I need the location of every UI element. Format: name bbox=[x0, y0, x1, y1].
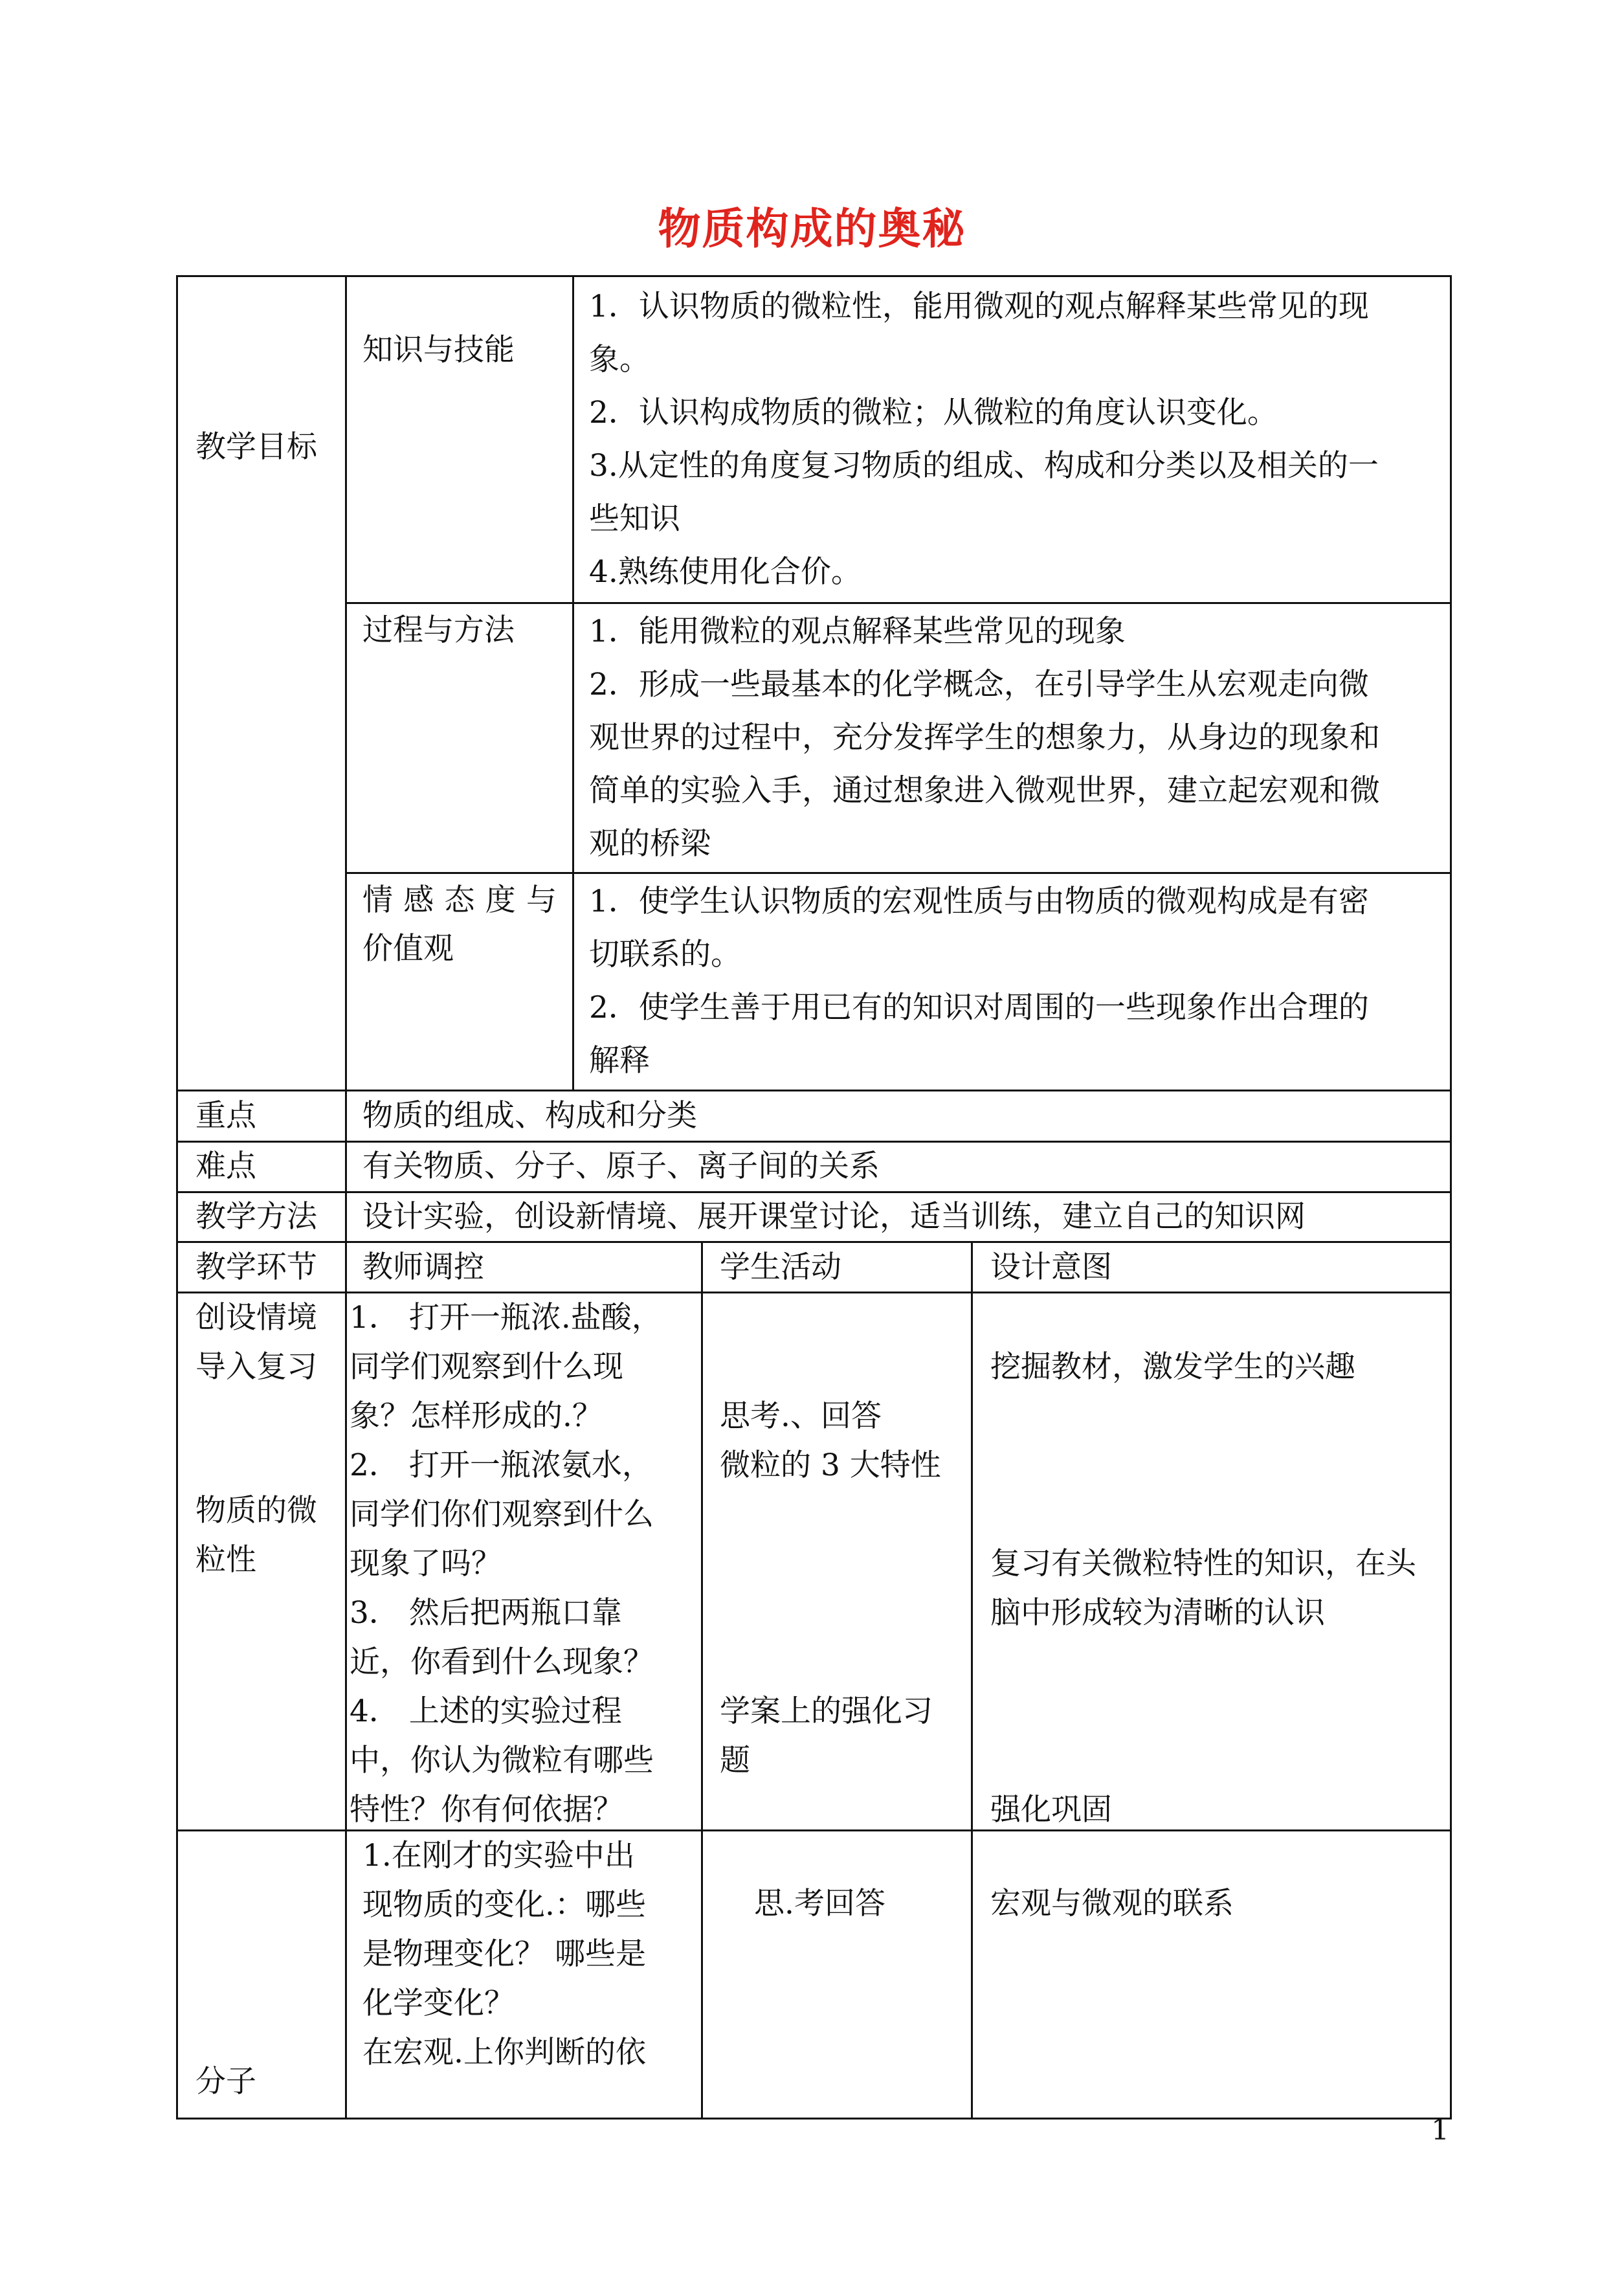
process-label: 过程与方法 bbox=[362, 612, 515, 648]
section2-intent: 宏观与微观的联系 bbox=[990, 1886, 1234, 1921]
knowledge-label: 知识与技能 bbox=[362, 332, 515, 368]
objectives-row-label: 教学目标 bbox=[195, 429, 317, 465]
emotion-line: 1．使学生认识物质的宏观性质与由物质的微观构成是有密 bbox=[589, 884, 1369, 919]
section2-student: 思.考回答 bbox=[754, 1886, 885, 1921]
method-value: 设计实验，创设新情境、展开课堂讨论，适当训练，建立自己的知识网 bbox=[362, 1199, 1306, 1235]
page-number: 1 bbox=[1431, 2114, 1449, 2147]
knowledge-line: 2．认识构成物质的微粒；从微粒的角度认识变化。 bbox=[589, 395, 1278, 431]
knowledge-line: 1．认识物质的微粒性，能用微观的观点解释某些常见的现 bbox=[589, 289, 1369, 324]
knowledge-line: 些知识 bbox=[589, 501, 680, 537]
key-point-value: 物质的组成、构成和分类 bbox=[362, 1098, 697, 1134]
column-header-stage: 教学环节 bbox=[195, 1249, 317, 1285]
knowledge-line: 3.从定性的角度复习物质的组成、构成和分类以及相关的一 bbox=[589, 448, 1379, 484]
knowledge-line: 4.熟练使用化合价。 bbox=[589, 554, 862, 590]
process-line: 2．形成一些最基本的化学概念，在引导学生从宏观走向微 bbox=[589, 667, 1369, 702]
process-line: 1．能用微粒的观点解释某些常见的现象 bbox=[589, 614, 1126, 649]
process-line: 观世界的过程中，充分发挥学生的想象力，从身边的现象和 bbox=[589, 720, 1380, 755]
column-header-student: 学生活动 bbox=[720, 1249, 841, 1285]
page-title: 物质构成的奥秘 bbox=[658, 204, 966, 254]
emotion-line: 切联系的。 bbox=[589, 937, 741, 972]
method-label: 教学方法 bbox=[195, 1199, 317, 1235]
column-header-teacher: 教师调控 bbox=[362, 1249, 484, 1285]
difficulty-label: 难点 bbox=[195, 1148, 256, 1184]
emotion-line: 解释 bbox=[589, 1043, 650, 1079]
section2-stage: 分子 bbox=[195, 2064, 256, 2099]
key-point-label: 重点 bbox=[195, 1098, 256, 1134]
difficulty-value: 有关物质、分子、原子、离子间的关系 bbox=[362, 1148, 880, 1184]
process-line: 观的桥梁 bbox=[589, 826, 711, 862]
process-line: 简单的实验入手，通过想象进入微观世界，建立起宏观和微 bbox=[589, 773, 1380, 809]
emotion-line: 2．使学生善于用已有的知识对周围的一些现象作出合理的 bbox=[589, 990, 1369, 1025]
column-header-intent: 设计意图 bbox=[990, 1249, 1112, 1285]
knowledge-line: 象。 bbox=[589, 342, 650, 377]
